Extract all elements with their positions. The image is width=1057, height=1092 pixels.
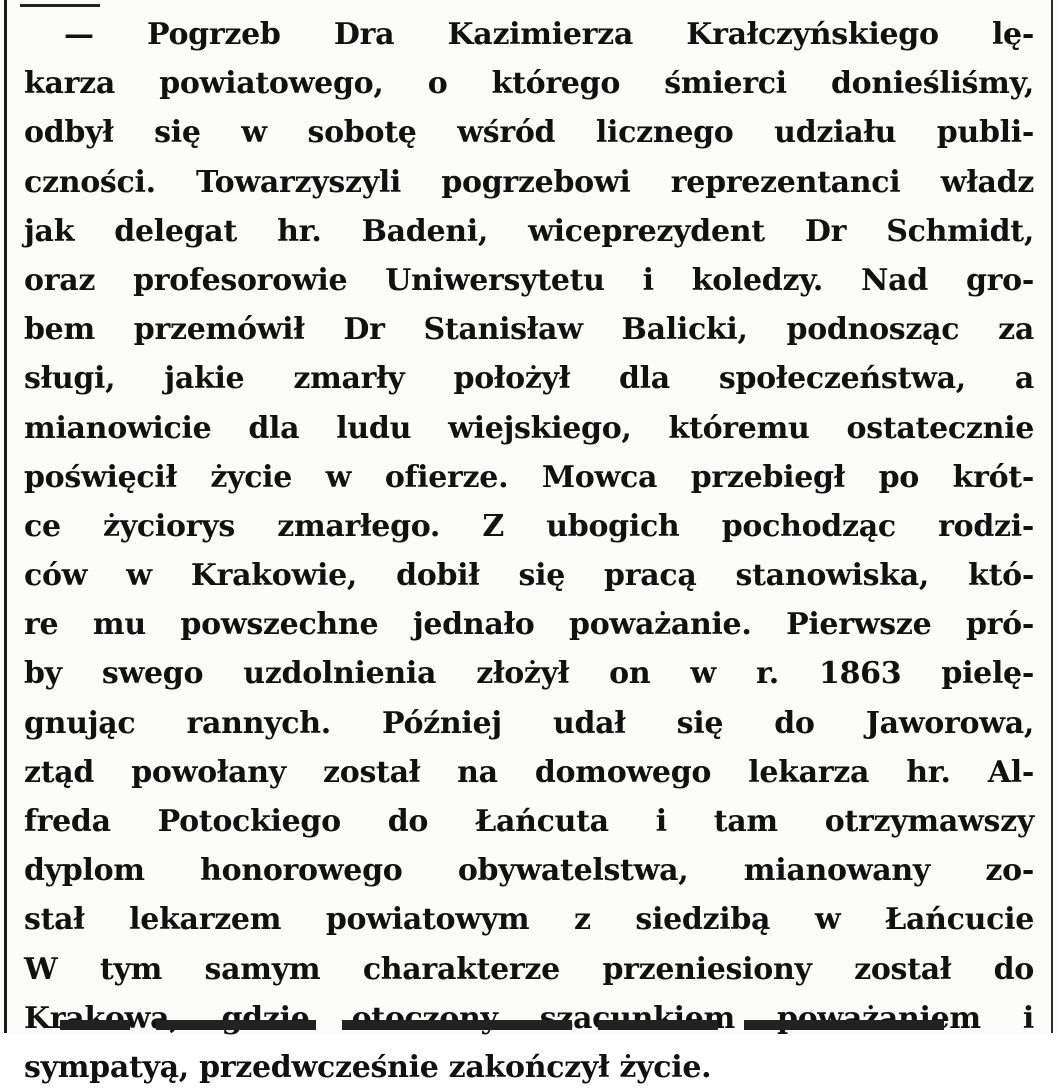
article-line: bem przemówił Dr Stanisław Balicki, podnosząc za	[24, 312, 1034, 348]
article-line: ców w Krakowie, dobił się pracą stanowiska, któ-	[24, 558, 1034, 594]
article-line: czności. Towarzyszyli pogrzebowi reprezentanci władz	[24, 164, 1034, 200]
article-line: sługi, jakie zmarły położył dla społeczeństwa, a	[24, 361, 1034, 397]
article-line: jak delegat hr. Badeni, wiceprezydent Dr Schmidt,	[24, 213, 1034, 249]
article-line: mianowicie dla ludu wiejskiego, któremu ostatecznie	[24, 410, 1034, 446]
article-line: gnując rannych. Później udał się do Jaworowa,	[24, 705, 1034, 741]
article-line: odbył się w sobotę wśród licznego udziału publi-	[24, 115, 1034, 151]
article-line: oraz profesorowie Uniwersytetu i koledzy. Nad gro-	[24, 262, 1034, 298]
article-line: sympatyą, przedwcześnie zakończył życie.	[24, 1049, 712, 1085]
article-line: Krakowa, gdzie otoczony szacunkiem poważaniem i	[24, 1000, 1034, 1036]
article-line: karza powiatowego, o którego śmierci donieśliśmy,	[24, 66, 1034, 102]
previous-article-fragment	[20, 0, 100, 7]
article-line: dyplom honorowego obywatelstwa, mianowany zo-	[24, 853, 1034, 889]
article-line: re mu powszechne jednało poważanie. Pierwsze pró-	[24, 607, 1034, 643]
article-obituary	[24, 10, 1034, 1092]
article-line: freda Potockiego do Łańcuta i tam otrzymawszy	[24, 804, 1034, 839]
column-rule-right	[1051, 0, 1053, 1033]
next-article-fragment	[60, 1020, 1020, 1040]
article-line: W tym samym charakterze przeniesiony został do	[24, 951, 1034, 987]
article-line: — Pogrzeb Dra Kazimierza Krałczyńskiego lę-	[64, 17, 1034, 52]
article-line: poświęcił życie w ofierze. Mowca przebiegł po krót-	[24, 459, 1034, 495]
article-line: ce życiorys zmarłego. Z ubogich pochodząc rodzi-	[24, 508, 1034, 544]
article-line: stał lekarzem powiatowym z siedzibą w Łańcucie	[24, 902, 1034, 938]
article-line: ztąd powołany został na domowego lekarza hr. Al-	[24, 754, 1034, 790]
article-line: by swego uzdolnienia złożył on w r. 1863 pielę-	[24, 656, 1034, 692]
column-rule-left	[4, 0, 7, 1033]
